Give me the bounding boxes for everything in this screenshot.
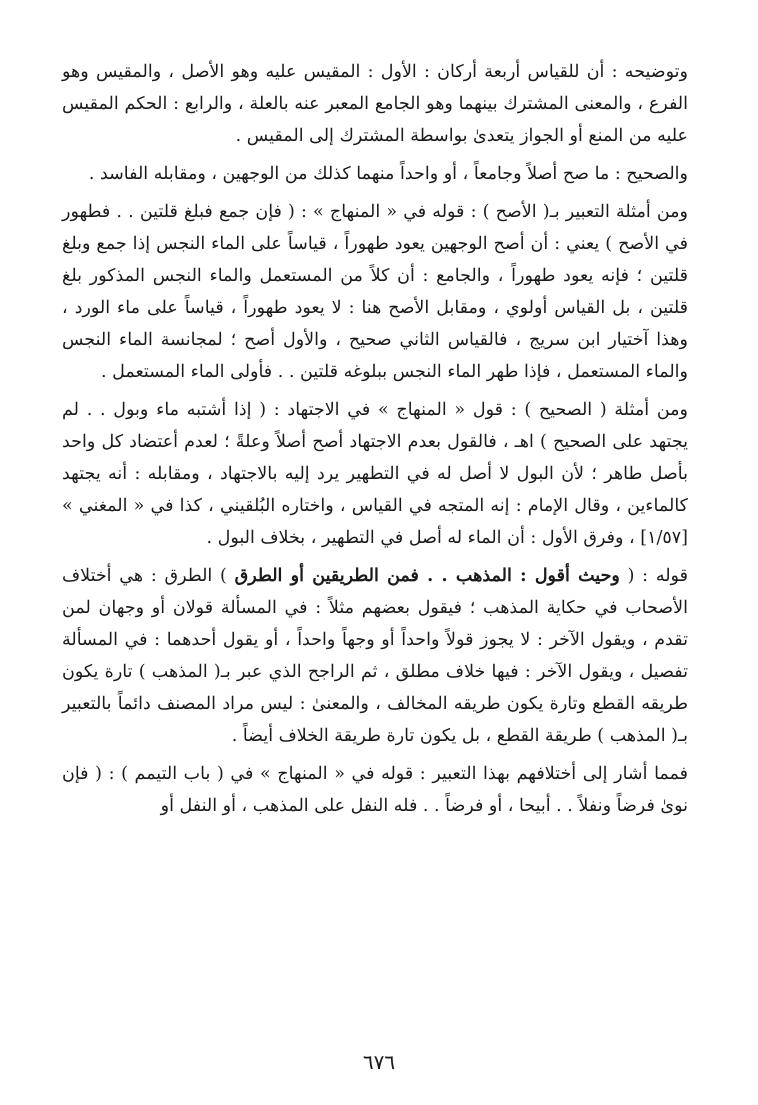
paragraph-madhhab-quote xyxy=(62,560,688,752)
quote-intro: قوله : ( xyxy=(627,566,688,586)
paragraph-asahh-example: ومن أمثلة التعبير بـ( الأصح ) : قوله في « المنهاج » : ( فإن جمع فبلغ قلتين . . فطهور في الأصح ) يعني : أن أصح الوجهين يعود طهوراً ، قياساً على الماء النجس إذا جمع وبلغ قلتين ؛ فإنه يعود طهوراً ، والجامع : أن كلاً من المستعمل والماء النجس المذكور بلغ قلتين ، بل القياس أولوي ، ومقابل الأصح هنا : لا يعود طهوراً ، قياساً على ماء الورد ، وهذا آختيار ابن سريج ، فالقياس الثاني صحيح ، والأول أصح ؛ لمجانسة الماء النجس والماء المستعمل ، فإذا طهر الماء النجس ببلوغه قلتين . . فأولى الماء المستعمل . xyxy=(62,202,688,382)
paragraph-sahih-definition: والصحيح : ما صح أصلاً وجامعاً ، أو واحداً منهما كذلك من الوجهين ، ومقابله الفاسد . xyxy=(88,164,688,184)
paragraph-tayammum-example: فمما أشار إلى أختلافهم بهذا التعبير : قوله في « المنهاج » في ( باب التيمم ) : ( فإن نوىٰ فرضاً ونفلاً . . أبيحا ، أو فرضاً . . فله النفل على المذهب ، أو النفل أو xyxy=(62,764,688,816)
quoted-phrase: وحيث أقول : المذهب . . فمن الطريقين أو الطرق xyxy=(234,566,620,586)
quote-after: ) الطرق : هي xyxy=(119,566,227,586)
paragraph-madhhab-body: أختلاف الأصحاب في حكاية المذهب ؛ فيقول بعضهم مثلاً : في المسألة قولان أو وجهان لمن تقدم ، ويقول الآخر : لا يجوز قولاً واحداً أو وجهاً واحداً ، أو يقول أحدهما : في المسألة تفصيل ، ويقول الآخر : فيها خلاف مطلق ، ثم الراجح الذي عبر بـ( المذهب ) تارة يكون طريقه القطع وتارة يكون طريقه المخالف ، والمعنىٰ : ليس مراد المصنف دائماً بالتعبير بـ( المذهب ) طريقة القطع ، بل يكون تارة طريقة الخلاف أيضاً . xyxy=(62,566,688,746)
paragraph-sahih-example: ومن أمثلة ( الصحيح ) : قول « المنهاج » في الاجتهاد : ( إذا أشتبه ماء وبول . . لم يجتهد على الصحيح ) اهـ ، فالقول بعدم الاجتهاد أصح أصلاً وعلةً ؛ لعدم أعتضاد كل واحد بأصل طاهر ؛ لأن البول لا أصل له في التطهير يرد إليه بالاجتهاد ، ومقابله : أنه يجتهد كالماءين ، وقال الإمام : إنه المتجه في القياس ، واختاره البُلقيني ، كذا في « المغني » [١/٥٧] ، وفرق الأول : أن الماء له أصل في التطهير ، بخلاف البول . xyxy=(62,400,688,548)
page-number: ٦٧٦ xyxy=(362,1050,396,1074)
paragraph-explanation: وتوضيحه : أن للقياس أربعة أركان : الأول : المقيس عليه وهو الأصل ، والمقيس وهو الفرع ، والمعنى المشترك بينهما وهو الجامع المعبر عنه بالعلة ، والرابع : الحكم المقيس عليه من المنع أو الجواز يتعدىٰ بواسطة المشترك إلى المقيس . xyxy=(62,62,688,146)
